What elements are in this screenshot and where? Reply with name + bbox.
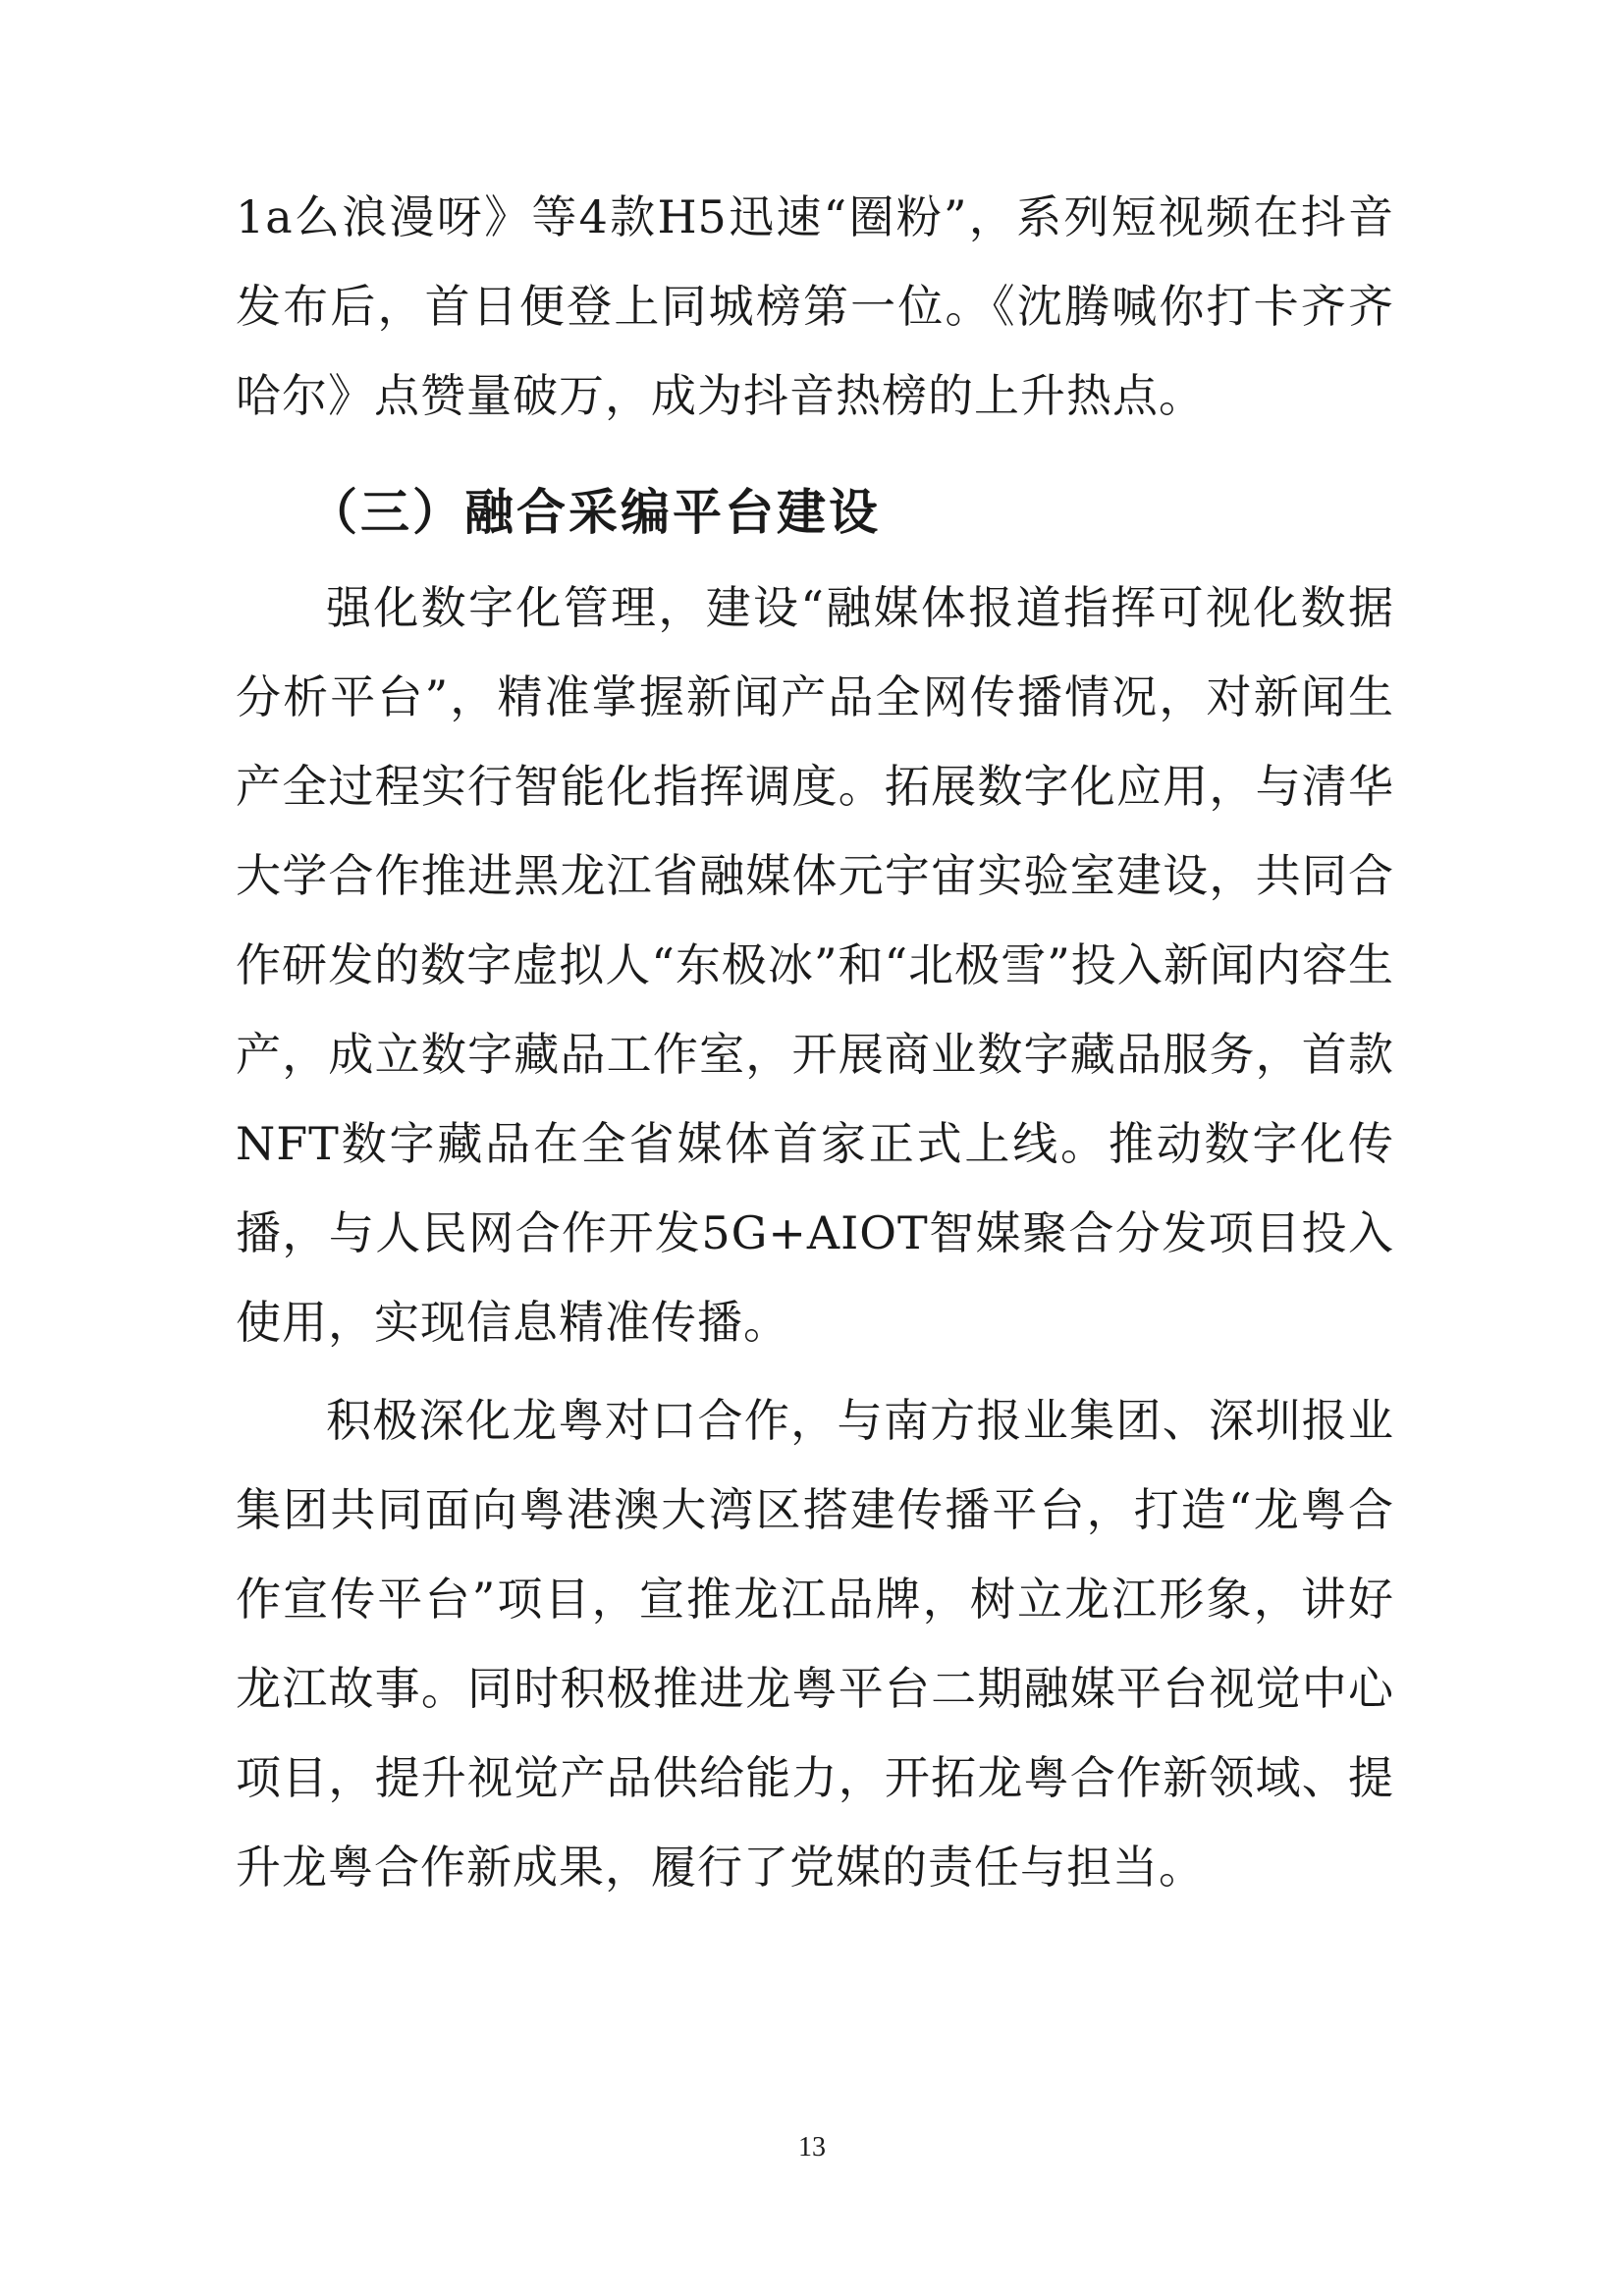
section-heading: （三）融合采编平台建设 — [308, 484, 881, 541]
paragraph-longyue-cooperation: 积极深化龙粤对口合作，与南方报业集团、深圳报业集团共同面向粤港澳大湾区搭建传播平台，打造“龙粤合作宣传平台”项目，宣推龙江品牌，树立龙江形象，讲好龙江故事。同时积极推进龙粤平台二期融媒平台视觉中心项目，提升视觉产品供给能力，开拓龙粤合作新领域、提升龙粤合作新成果，履行了党媒的责任与担当。 — [236, 1394, 1394, 1894]
page-number: 13 — [798, 2132, 826, 2163]
paragraph-continued: 1a么浪漫呀》等4款H5迅速“圈粉”，系列短视频在抖音发布后，首日便登上同城榜第一位。《沈腾喊你打卡齐齐哈尔》点赞量破万，成为抖音热榜的上升热点。 — [236, 190, 1394, 422]
paragraph-platform-construction: 强化数字化管理，建设“融媒体报道指挥可视化数据分析平台”，精准掌握新闻产品全网传播情况，对新闻生产全过程实行智能化指挥调度。拓展数字化应用，与清华大学合作推进黑龙江省融媒体元宇宙实验室建设，共同合作研发的数字虚拟人“东极冰”和“北极雪”投入新闻内容生产，成立数字藏品工作室，开展商业数字藏品服务，首款NFT数字藏品在全省媒体首家正式上线。推动数字化传播，与人民网合作开发5G+AIOT智媒聚合分发项目投入使用，实现信息精准传播。 — [236, 581, 1394, 1349]
